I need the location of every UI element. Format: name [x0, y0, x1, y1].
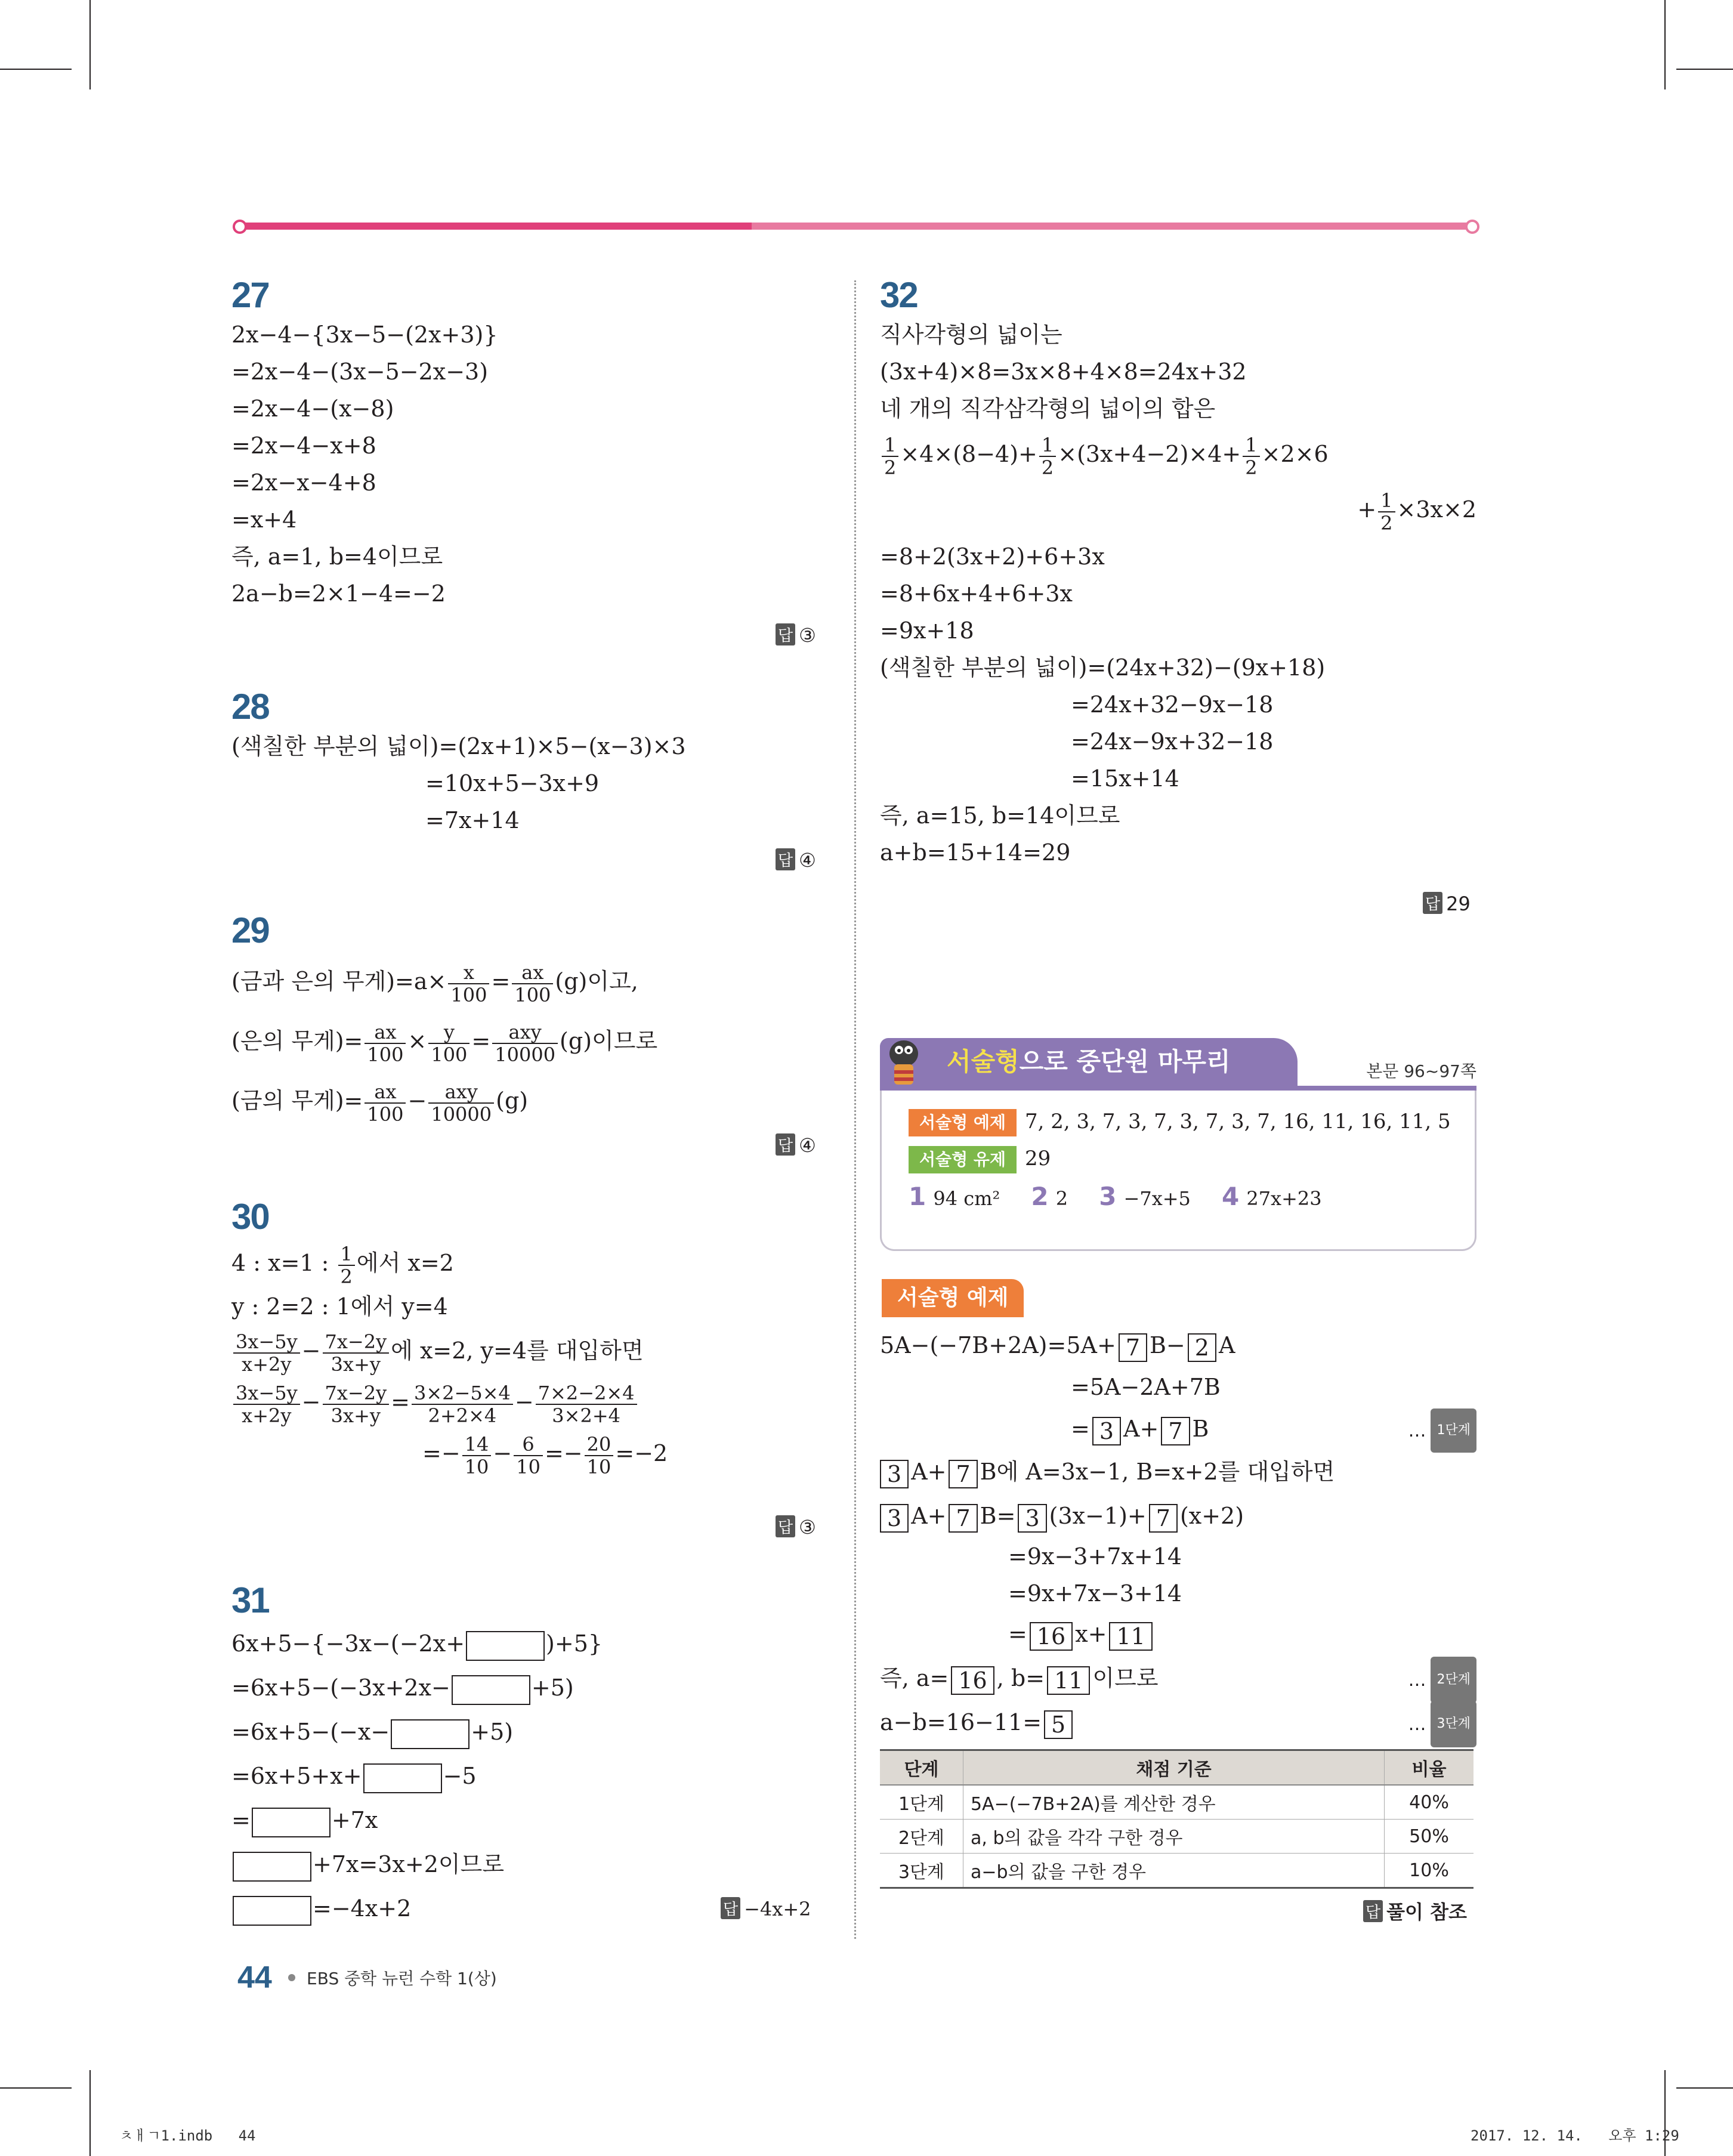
text: =−2 [615, 1440, 668, 1466]
solution-line [231, 1238, 840, 1288]
answer-label: 답 [1423, 892, 1442, 914]
denominator: 10 [586, 1455, 611, 1478]
answer-30 [776, 1515, 816, 1539]
summary-box [880, 1091, 1476, 1251]
solution-line: (3x+4)×8=3x×8+4×8=24x+32 [880, 359, 1247, 385]
problem-number: 28 [231, 687, 269, 727]
denominator: 10 [516, 1455, 540, 1478]
answer-blank[interactable] [452, 1675, 530, 1705]
solution-line: =24x+32−9x−18 [1071, 691, 1274, 718]
book-title: EBS 중학 뉴런 수학 1(상) [307, 1969, 497, 1988]
table-row [880, 1820, 1473, 1854]
text: =− [422, 1440, 461, 1466]
boxed-value: 16 [951, 1666, 994, 1695]
scoring-table [880, 1749, 1473, 1889]
crop-mark [0, 69, 72, 70]
answer-value: ④ [799, 1134, 816, 1157]
text: = [391, 1389, 410, 1415]
denominator: 100 [450, 983, 487, 1006]
fraction [448, 962, 489, 1006]
example-solution [880, 1324, 1476, 1744]
table-row [880, 1785, 1473, 1820]
step-marker [1408, 1408, 1476, 1453]
text: +5) [471, 1719, 514, 1745]
fraction [428, 1081, 494, 1125]
item-value: 2 [1055, 1187, 1068, 1210]
solution-line: =2x−x−4+8 [231, 469, 376, 496]
text: B= [980, 1503, 1016, 1529]
solution-line [231, 1666, 828, 1710]
numerator: 3x−5y [233, 1331, 300, 1354]
solution-line: y : 2=2 : 1에서 y=4 [231, 1293, 448, 1320]
text: )+5} [546, 1630, 603, 1657]
table-header: 채점 기준 [963, 1750, 1385, 1786]
table-header: 단계 [880, 1750, 963, 1786]
text: − [407, 1088, 427, 1114]
answer-label: 답 [721, 1897, 740, 1919]
boxed-value: 3 [880, 1460, 909, 1488]
numerator: 3x−5y [233, 1382, 300, 1405]
text: B에 A=3x−1, B=x+2를 대입하면 [980, 1459, 1335, 1485]
text: × [407, 1028, 427, 1054]
solution-line: 즉, a=1, b=4이므로 [231, 543, 443, 570]
text: =6x+5−(−3x+2x− [231, 1675, 450, 1701]
numerator: 7×2−2×4 [536, 1382, 637, 1405]
text: +7x [331, 1807, 378, 1833]
solution-line: =2x−4−(3x−5−2x−3) [231, 359, 489, 385]
solution-line: =2x−4−x+8 [231, 433, 376, 459]
text: −5 [443, 1763, 477, 1789]
answer-blank[interactable] [233, 1896, 311, 1926]
text: +7x=3x+2이므로 [313, 1851, 505, 1877]
solution-line: =5A−2A+7B [1071, 1374, 1221, 1400]
ellipsis: … [1408, 1670, 1426, 1691]
denominator: 100 [431, 1043, 468, 1066]
summary-items [909, 1179, 1322, 1216]
text: 즉, a= [880, 1665, 949, 1691]
boxed-value: 3 [1018, 1504, 1046, 1533]
text: A+ [1123, 1416, 1159, 1442]
text: − [301, 1389, 321, 1415]
text: A [1218, 1332, 1235, 1358]
table-cell: 10% [1385, 1854, 1474, 1888]
denominator: 2+2×4 [428, 1404, 497, 1427]
denominator: x+2y [242, 1352, 292, 1376]
step-badge: 1단계 [1431, 1408, 1476, 1453]
crop-mark [1664, 0, 1666, 89]
answer-label: 답 [776, 1515, 795, 1537]
title-text: 으로 중단원 마무리 [1019, 1047, 1231, 1076]
denominator: 2 [340, 1265, 353, 1288]
problem-32 [880, 274, 1476, 871]
answer-example [1363, 1897, 1467, 1925]
solution-line [880, 481, 1476, 538]
crop-mark [89, 0, 91, 89]
answer-value: −4x+2 [744, 1898, 811, 1920]
table-cell: 1단계 [880, 1785, 963, 1820]
denominator: 100 [367, 1043, 404, 1066]
fraction [1243, 434, 1259, 478]
solution-line: =9x+7x−3+14 [1008, 1580, 1182, 1607]
answer-28 [776, 848, 816, 872]
text: B [1192, 1416, 1209, 1442]
text: =−4x+2 [313, 1895, 412, 1922]
summary-item [1031, 1184, 1068, 1210]
crop-mark [89, 2070, 91, 2156]
problem-28 [231, 686, 828, 839]
step-marker [1408, 1700, 1476, 1747]
boxed-value: 3 [880, 1504, 909, 1533]
bullet-dot [288, 1974, 295, 1981]
problem-27 [231, 274, 828, 612]
denominator: 100 [514, 983, 551, 1006]
denominator: 10000 [431, 1102, 492, 1126]
solution-line: 즉, a=15, b=14이므로 [880, 802, 1120, 829]
solution-line [231, 1798, 828, 1842]
example-tag: 서술형 예제 [882, 1279, 1024, 1317]
solution-line: (색칠한 부분의 넓이)=(2x+1)×5−(x−3)×3 [231, 733, 686, 759]
answer-blank[interactable] [233, 1852, 311, 1882]
text: ×(3x+4−2)×4+ [1058, 441, 1241, 467]
answer-blank[interactable] [252, 1808, 330, 1837]
answer-32 [1423, 892, 1471, 915]
solution-line: =10x+5−3x+9 [425, 770, 600, 796]
text: − [514, 1389, 534, 1415]
text: x+ [1075, 1621, 1107, 1647]
answer-label: 답 [1363, 1900, 1383, 1922]
summary-row [909, 1141, 1051, 1175]
item-number: 3 [1099, 1182, 1117, 1211]
solution-line: =9x+18 [880, 617, 974, 644]
summary-row [909, 1104, 1451, 1138]
answer-value: 29 [1446, 892, 1471, 915]
text: (x+2) [1179, 1503, 1244, 1529]
answer-blank[interactable] [391, 1719, 469, 1749]
summary-item [1222, 1184, 1322, 1210]
text: (은의 무게)= [231, 1028, 363, 1054]
table-row [880, 1854, 1473, 1888]
fraction [323, 1331, 390, 1375]
step-badge: 2단계 [1431, 1657, 1476, 1703]
solution-line: =8+6x+4+6+3x [880, 580, 1073, 607]
table-cell: 40% [1385, 1785, 1474, 1820]
table-cell: 5A−(−7B+2A)를 계산한 경우 [963, 1785, 1385, 1820]
boxed-value: 3 [1092, 1417, 1121, 1445]
solution-line [231, 1325, 840, 1376]
answer-27 [776, 623, 816, 647]
table-cell: a, b의 값을 각각 구한 경우 [963, 1820, 1385, 1854]
fraction [1378, 490, 1395, 534]
denominator: 3x+y [330, 1352, 381, 1376]
page-reference: 본문 96~97쪽 [1366, 1061, 1476, 1081]
table-cell: 3단계 [880, 1854, 963, 1888]
text: 이므로 [1092, 1665, 1159, 1691]
fraction [585, 1434, 614, 1478]
ellipsis: … [1408, 1714, 1426, 1735]
answer-label: 답 [776, 623, 795, 645]
text: (금의 무게)= [231, 1088, 363, 1114]
fraction [412, 1382, 513, 1426]
answer-value: ③ [799, 1516, 816, 1539]
solution-line [231, 1754, 828, 1798]
ellipsis: … [1408, 1420, 1426, 1441]
boxed-value: 7 [1161, 1417, 1190, 1445]
text: , b= [996, 1665, 1045, 1691]
text: − [301, 1338, 321, 1364]
numerator: 7x−2y [323, 1382, 390, 1405]
text: ×2×6 [1261, 441, 1329, 467]
solution-line: =7x+14 [425, 807, 520, 833]
solution-line: =9x−3+7x+14 [1008, 1543, 1182, 1570]
text: 4 : x=1 : [231, 1250, 336, 1276]
problem-number: 29 [231, 910, 269, 950]
boxed-value: 5 [1044, 1710, 1073, 1739]
item-number: 1 [909, 1182, 926, 1211]
text: 에 x=2, y=4를 대입하면 [391, 1338, 644, 1364]
text: (3x−1)+ [1049, 1503, 1147, 1529]
denominator: 100 [367, 1102, 404, 1126]
solution-line [880, 1324, 1476, 1366]
answer-value: ④ [799, 849, 816, 872]
solution-line [231, 1376, 840, 1428]
solution-line: 네 개의 직각삼각형의 넓이의 합은 [880, 396, 1216, 422]
crop-mark [1676, 2087, 1733, 2089]
text: (g) [496, 1088, 529, 1114]
fraction [233, 1331, 300, 1375]
solution-line [231, 1621, 828, 1666]
text: (금과 은의 무게)=a× [231, 968, 447, 994]
text: A+ [911, 1503, 947, 1529]
text: a−b=16−11= [880, 1709, 1042, 1735]
item-value: 94 cm² [933, 1187, 1000, 1210]
example-answers: 7, 2, 3, 7, 3, 7, 3, 7, 3, 7, 16, 11, 16, 11, 5 [1025, 1110, 1451, 1133]
text: +5) [531, 1675, 574, 1701]
solution-line [880, 1656, 1476, 1700]
fraction [233, 1382, 300, 1426]
solution-line: =15x+14 [1071, 765, 1179, 792]
step-marker [1408, 1656, 1476, 1703]
solution-line: 직사각형의 넓이는 [880, 322, 1062, 348]
fraction [882, 434, 898, 478]
problem-number: 27 [231, 275, 269, 315]
text: (g)이므로 [560, 1028, 658, 1054]
step-badge: 3단계 [1431, 1701, 1476, 1747]
fraction [514, 1434, 543, 1478]
solution-line: =24x−9x+32−18 [1071, 728, 1274, 755]
numerator: 1 [1243, 434, 1259, 457]
denominator: 2 [1041, 456, 1054, 479]
text: 5A−(−7B+2A)=5A+ [880, 1332, 1116, 1358]
fraction [338, 1243, 355, 1287]
solution-line [231, 1842, 828, 1886]
solution-line [880, 1700, 1476, 1744]
numerator: axy [428, 1081, 494, 1104]
solution-line [880, 1450, 1476, 1494]
text: B− [1150, 1332, 1185, 1358]
solution-line [880, 1612, 1476, 1656]
problem-number: 31 [231, 1580, 269, 1620]
solution-line [231, 1428, 840, 1479]
item-value: 27x+23 [1246, 1187, 1322, 1210]
denominator: 2 [1380, 511, 1393, 535]
table-header-row [880, 1750, 1473, 1786]
table-cell: 2단계 [880, 1820, 963, 1854]
numerator: 1 [1039, 434, 1056, 457]
solution-line [231, 1011, 828, 1071]
item-value: −7x+5 [1123, 1187, 1191, 1210]
character-icon [881, 1034, 928, 1088]
summary-item [1099, 1184, 1191, 1210]
problem-31 [231, 1580, 828, 1930]
numerator: ax [364, 1021, 406, 1044]
boxed-value: 7 [949, 1504, 977, 1533]
page-number: 44 [237, 1960, 272, 1995]
answer-label: 답 [776, 848, 795, 870]
text: A+ [911, 1459, 947, 1485]
text: ×4×(8−4)+ [900, 441, 1037, 467]
crop-mark [0, 2087, 72, 2089]
fraction [462, 1434, 492, 1478]
answer-blank[interactable] [363, 1763, 442, 1793]
answer-label: 답 [776, 1133, 795, 1156]
page-footer [237, 1960, 497, 1996]
solution-line [880, 1494, 1476, 1538]
solution-line: =x+4 [231, 506, 297, 533]
fraction [428, 1021, 469, 1065]
answer-blank[interactable] [466, 1631, 545, 1661]
fraction [536, 1382, 637, 1426]
text: 에서 x=2 [356, 1250, 454, 1276]
header-bar [233, 220, 1479, 233]
fraction [364, 1081, 406, 1125]
answer-value: ③ [799, 624, 816, 647]
boxed-value: 7 [1149, 1504, 1178, 1533]
solution-line: =2x−4−(x−8) [231, 396, 394, 422]
solution-line: (색칠한 부분의 넓이)=(24x+32)−(9x+18) [880, 654, 1326, 681]
boxed-value: 7 [1119, 1333, 1147, 1362]
numerator: 7x−2y [323, 1331, 390, 1354]
type-answer: 29 [1025, 1147, 1051, 1170]
item-number: 2 [1031, 1182, 1049, 1211]
numerator: 1 [882, 434, 898, 457]
summary-item [909, 1184, 1000, 1210]
boxed-value: 16 [1030, 1622, 1073, 1651]
solution-line [880, 1408, 1476, 1450]
text: =− [544, 1440, 583, 1466]
solution-line: a+b=15+14=29 [880, 839, 1071, 866]
text: = [1071, 1416, 1090, 1442]
print-date-info: 2017. 12. 14. 오후 1:29 [1471, 2127, 1679, 2144]
text: = [471, 1028, 491, 1054]
text: = [1008, 1621, 1027, 1647]
problem-number: 32 [880, 275, 918, 315]
numerator: y [428, 1021, 469, 1044]
text: (g)이고, [555, 968, 638, 994]
numerator: ax [512, 962, 553, 984]
text: =6x+5−(−x− [231, 1719, 390, 1745]
denominator: x+2y [242, 1404, 292, 1427]
text: − [493, 1440, 512, 1466]
item-number: 4 [1222, 1182, 1240, 1211]
solution-line: 2a−b=2×1−4=−2 [231, 580, 446, 607]
numerator: 1 [1378, 490, 1395, 512]
text: 6x+5−{−3x−(−2x+ [231, 1630, 465, 1657]
solution-line [231, 1710, 828, 1754]
text: ×3x×2 [1397, 496, 1476, 523]
solution-line [880, 427, 1476, 481]
solution-line [231, 1071, 828, 1130]
denominator: 2 [1245, 456, 1258, 479]
boxed-value: 11 [1109, 1622, 1152, 1651]
column-divider [854, 280, 856, 1939]
problem-29 [231, 910, 828, 1130]
numerator: 20 [585, 1434, 614, 1456]
boxed-value: 7 [949, 1460, 977, 1488]
answer-value: 풀이 참조 [1386, 1901, 1467, 1923]
numerator: x [448, 962, 489, 984]
boxed-value: 2 [1188, 1333, 1216, 1362]
numerator: 3×2−5×4 [412, 1382, 513, 1405]
numerator: axy [492, 1021, 558, 1044]
denominator: 2 [884, 456, 897, 479]
fraction [512, 962, 553, 1006]
problem-30 [231, 1196, 840, 1479]
summary-header [880, 1038, 1476, 1094]
fraction [323, 1382, 390, 1426]
crop-mark [1676, 69, 1733, 70]
denominator: 10 [464, 1455, 489, 1478]
problem-number: 30 [231, 1197, 269, 1237]
text: = [231, 1807, 251, 1833]
table-cell: 50% [1385, 1820, 1474, 1854]
print-file-info: ㅊㅐㄱ1.indb 44 [119, 2127, 256, 2144]
solution-line: =8+2(3x+2)+6+3x [880, 543, 1105, 570]
denominator: 10000 [495, 1043, 556, 1066]
type-label: 서술형 유제 [909, 1146, 1017, 1173]
fraction [492, 1021, 558, 1065]
solution-line [231, 952, 828, 1011]
text: =6x+5+x+ [231, 1763, 362, 1789]
numerator: 1 [338, 1243, 355, 1266]
table-cell: a−b의 값을 구한 경우 [963, 1854, 1385, 1888]
boxed-value: 11 [1047, 1666, 1090, 1695]
numerator: 6 [514, 1434, 543, 1456]
answer-29 [776, 1133, 816, 1157]
denominator: 3x+y [330, 1404, 381, 1427]
fraction [1039, 434, 1056, 478]
text: = [491, 968, 511, 994]
fraction [364, 1021, 406, 1065]
summary-title [947, 1045, 1231, 1079]
numerator: ax [364, 1081, 406, 1104]
title-highlight: 서술형 [947, 1047, 1020, 1076]
text: + [1357, 496, 1377, 523]
example-label: 서술형 예제 [909, 1109, 1017, 1136]
solution-line: 2x−4−{3x−5−(2x+3)} [231, 322, 498, 348]
table-header: 비율 [1385, 1750, 1474, 1786]
answer-31 [721, 1897, 811, 1920]
denominator: 3×2+4 [552, 1404, 620, 1427]
numerator: 14 [462, 1434, 492, 1456]
